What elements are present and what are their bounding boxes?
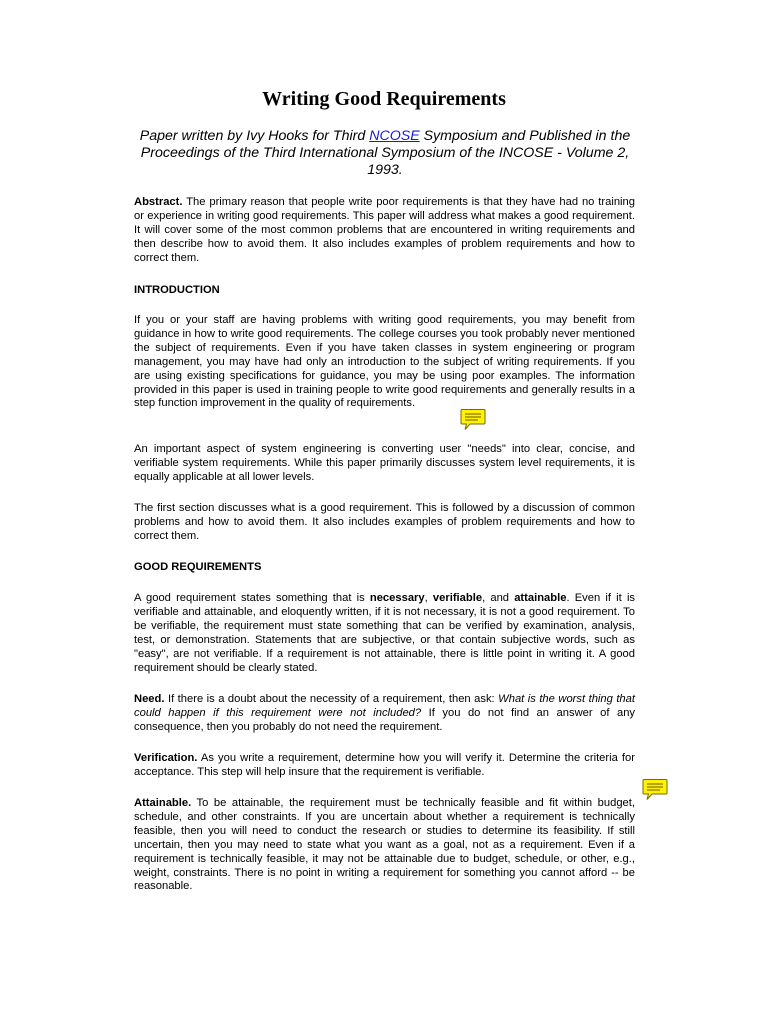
attainable-paragraph — [134, 797, 635, 894]
text-run: If there is a doubt about the necessity of a requirement, then ask: — [164, 693, 499, 705]
intro-paragraph-1: If you or your staff are having problems with writing good requirements, you may benefit from guidance in how to write good requirements. The college courses you took probably never mentioned the subject of requirements. Even if you have taken classes in system engineering or program management, you may have had only an introduction to the subject of writing requirements. If you are using existing specifications for guidance, you may be using poor examples. The information provided in this paper is used in training people to write good requirements and generally results in a step function improvement in the quality of requirements. — [134, 314, 635, 410]
text-run: , — [424, 592, 433, 604]
attainable-label: Attainable. — [134, 797, 192, 809]
attainable-text: To be attainable, the requirement must be technically feasible and fit within budget, schedule, and other constraints. If you are uncertain about whether a requirement is technically feasible, then you will need to conduct the research or studies to determine its feasibility. If still uncertain, then you may need to state what you want as a goal, not as a requirement. Even if a requirement is technically feasible, it may not be attainable due to budget, schedule, or other, e.g., weight, constraints. There is no point in writing a requirement for something you cannot afford -- be reasonable. — [134, 797, 635, 893]
intro-paragraph-3: The first section discusses what is a good requirement. This is followed by a discussion of common problems and how to avoid them. It also includes examples of problem requirements and how to correct them. — [134, 502, 635, 542]
verification-text: As you write a requirement, determine how you will verify it. Determine the criteria for acceptance. This step will help insure that the requirement is verifiable. — [134, 752, 635, 778]
necessary-term: necessary — [369, 592, 425, 604]
page-title: Writing Good Requirements — [262, 88, 506, 110]
need-label: Need. — [134, 693, 165, 705]
intro-paragraph-2: An important aspect of system engineering is converting user "needs" into clear, concise, and verifiable system requirements. While this paper primarily discusses system level requirements, it is equally applicable at all lower levels. — [134, 443, 635, 483]
verifiable-term: verifiable — [432, 592, 483, 604]
introduction-heading: INTRODUCTION — [134, 284, 220, 296]
text-run: A good requirement states something that is — [134, 592, 370, 604]
verification-label: Verification. — [134, 752, 198, 764]
abstract-label: Abstract. — [134, 196, 183, 208]
abstract-text: The primary reason that people write poor requirements is that they have had no training or experience in writing good requirements. This paper will address what makes a good requirement. It will cover some of the most common problems that are encountered in writing requirements and then describe how to avoid them. It also includes examples of problem requirements and how to correct them. — [134, 196, 635, 264]
text-run: If you do not find an answer of any consequence, then you probably do not need the requirement. — [134, 706, 636, 733]
comment-note-icon[interactable] — [642, 778, 668, 802]
good-requirements-heading: GOOD REQUIREMENTS — [134, 561, 262, 573]
abstract-paragraph — [134, 196, 635, 266]
subtitle-text: Paper written by Ivy Hooks for Third — [139, 128, 370, 144]
worst-thing-question: What is the worst thing that could happen if this requirement were not included? — [134, 693, 635, 719]
need-paragraph — [134, 693, 635, 735]
subtitle — [134, 128, 636, 179]
good-requirements-paragraph — [134, 592, 635, 675]
verification-paragraph — [134, 752, 635, 780]
text-run: , and — [482, 592, 515, 604]
ncose-link[interactable]: NCOSE — [369, 128, 420, 144]
subtitle-text-rest: Symposium and Published in the Proceedings of the Third International Symposium of the INCOSE - Volume 2, 1993. — [140, 128, 631, 178]
attainable-term: attainable — [514, 592, 567, 604]
text-run: . Even if it is verifiable and attainable, and eloquently written, if it is not necessary, it is not a good requirement. To be verifiable, the requirement must state something that can be verified by examination, analysis, test, or demonstration. Statements that are subjective, or that contain subjective words, such as "easy", are not verifiable. If a requirement is not attainable, there is little point in writing it. A good requirement should be clearly stated. — [134, 592, 636, 674]
comment-note-icon[interactable] — [460, 408, 486, 432]
